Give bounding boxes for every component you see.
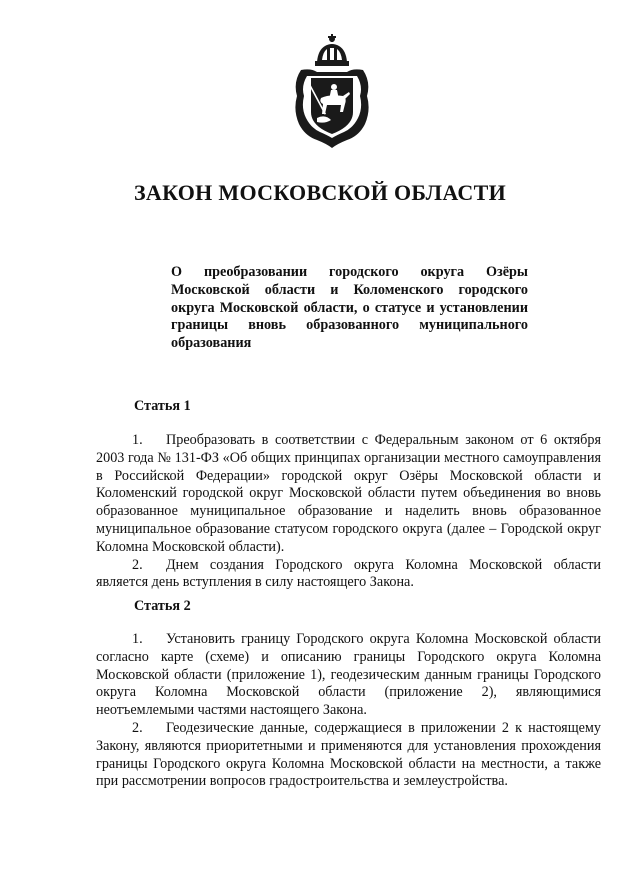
moscow-oblast-coat-of-arms-icon — [287, 32, 377, 150]
paragraph-number: 1. — [132, 631, 143, 647]
article-1-paragraph-2 — [96, 557, 601, 593]
article-2-heading: Статья 2 — [134, 598, 191, 614]
article-2-paragraph-2 — [96, 720, 601, 791]
article-2-body — [96, 631, 601, 791]
paragraph-text: Днем создания Городского округа Коломна Московской области является день вступления в силу настоящего Закона. — [96, 556, 601, 591]
paragraph-number: 1. — [132, 432, 143, 448]
paragraph-number: 2. — [132, 556, 143, 573]
article-2-paragraph-1 — [96, 631, 601, 720]
paragraph-text: Установить границу Городского округа Коломна Московской области согласно карте (схеме) и описанию границы Городского округа Коломна Московской области (приложение 1), геодезическим данным границы Городского округа Коломна Московской области (приложение 2), являющимися неотъемлемыми частями настоящего Закона. — [96, 631, 601, 719]
article-1-paragraph-1 — [96, 432, 601, 557]
law-subject: О преобразовании городского округа Озёры Московской области и Коломенского городского округа Московской области, о статусе и установлении границы вновь образованного муниципального образования — [171, 264, 528, 352]
article-1-heading: Статья 1 — [134, 398, 191, 414]
document-title: ЗАКОН МОСКОВСКОЙ ОБЛАСТИ — [133, 180, 507, 205]
article-1-body — [96, 432, 601, 592]
paragraph-text: Преобразовать в соответствии с Федеральным законом от 6 октября 2003 года № 131-ФЗ «Об общих принципах организации местного самоуправления в Российской Федерации» городской округ Озёры Московской области и Коломенский городской округ Московской области путем объединения во вновь образованное муниципальное образование и наделить вновь образованное муниципальное образование статусом городского округа (далее – Городской округ Коломна Московской области). — [96, 432, 601, 555]
paragraph-text: Геодезические данные, содержащиеся в приложении 2 к настоящему Закону, являются приоритетными и применяются для установления прохождения границы Городского округа Коломна Московской области на местности, а также при рассмотрении вопросов градостроительства и землеустройства. — [96, 719, 601, 790]
paragraph-number: 2. — [132, 719, 143, 736]
